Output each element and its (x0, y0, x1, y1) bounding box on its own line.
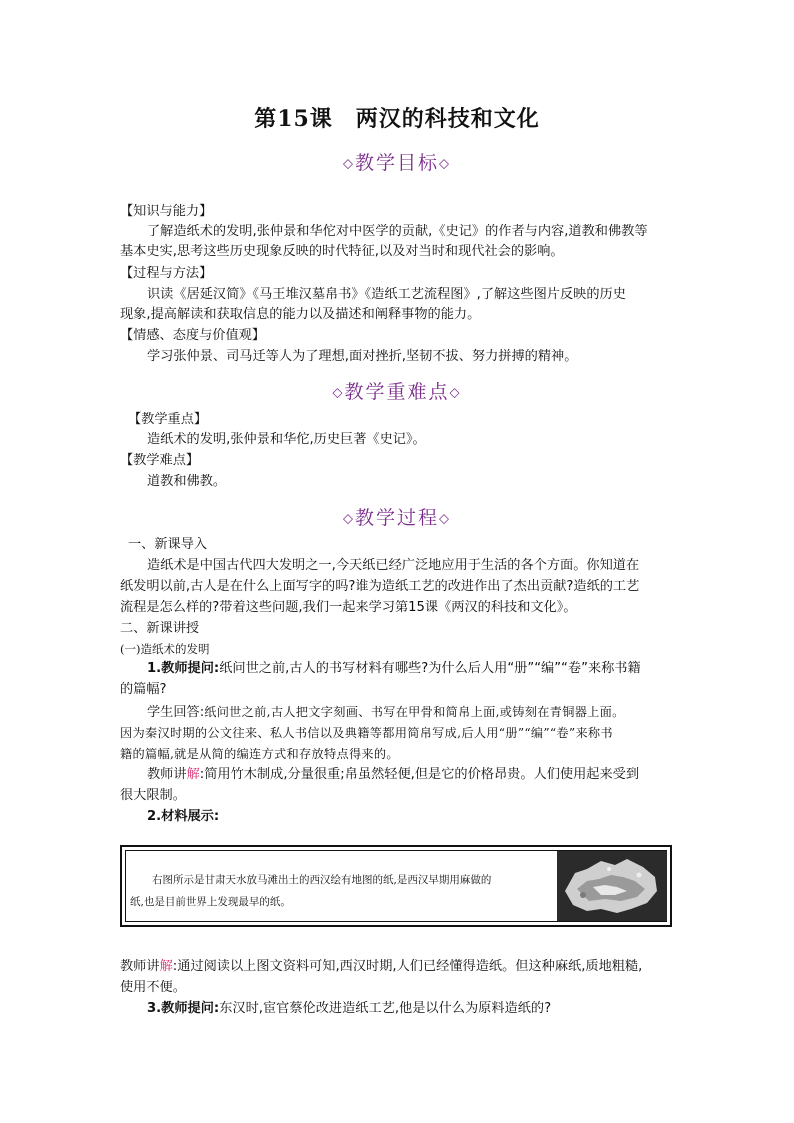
diamond-icon: ◇ (332, 385, 345, 401)
subsection-heading: (一)造纸术的发明 (120, 642, 210, 656)
teacher-explanation-1-cont: 很大限制。 (120, 788, 186, 803)
material-caption-line: 右图所示是甘肃天水放马滩出土的西汉绘有地图的纸,是西汉早期用麻做的 (152, 874, 492, 886)
teacher-question-3: 3.教师提问:东汉时,宦官蔡伦改进造纸工艺,他是以什么为原料造纸的? (147, 1001, 552, 1016)
difficulty-text: 道教和佛教。 (147, 474, 227, 489)
teacher-question-1-cont: 的篇幅? (120, 682, 167, 697)
diamond-icon: ◇ (342, 511, 355, 527)
diamond-icon: ◇ (439, 511, 451, 527)
diamond-icon: ◇ (439, 156, 451, 172)
emotion-label: 【情感、态度与价值观】 (120, 328, 266, 343)
focus-text: 造纸术的发明,张仲景和华佗,历史巨著《史记》。 (147, 432, 426, 447)
student-answer-cont: 籍的篇幅,就是从简的编连方式和存放特点得来的。 (120, 747, 399, 761)
intro-text: 纸发明以前,古人是在什么上面写字的吗?谁为造纸工艺的改进作出了杰出贡献?造纸的工艺 (120, 579, 640, 594)
student-answer: 学生回答:纸问世之前,古人把文字刻画、书写在甲骨和简帛上面,或铸刻在青铜器上面。 (147, 705, 625, 720)
intro-text: 造纸术是中国古代四大发明之一,今天纸已经广泛地应用于生活的各个方面。你知道在 (147, 558, 640, 573)
process-method-label: 【过程与方法】 (120, 266, 213, 281)
material-caption-line: 纸,也是目前世界上发现最早的纸。 (130, 896, 291, 908)
teacher-explanation-1: 教师讲解:简用竹木制成,分量很重;帛虽然轻便,但是它的价格昂贵。人们使用起来受到 (147, 767, 640, 782)
knowledge-text: 基本史实,思考这些历史现象反映的时代特征,以及对当时和现代社会的影响。 (120, 244, 564, 259)
intro-text: 流程是怎么样的?带着这些问题,我们一起来学习第15课《两汉的科技和文化》。 (120, 600, 577, 615)
section-heading-key-points: ◇教学重难点◇ (332, 381, 462, 403)
difficulty-label: 【教学难点】 (120, 453, 200, 468)
teach-heading: 二、新课讲授 (120, 621, 200, 636)
knowledge-label: 【知识与能力】 (120, 204, 213, 219)
lesson-title: 第15课 两汉的科技和文化 (254, 106, 540, 132)
paper-fragment-image (557, 851, 667, 921)
diamond-icon: ◇ (342, 156, 355, 172)
intro-heading: 一、新课导入 (128, 537, 208, 552)
diamond-icon: ◇ (449, 385, 462, 401)
knowledge-text: 了解造纸术的发明,张仲景和华佗对中医学的贡献,《史记》的作者与内容,道教和佛教等 (147, 224, 648, 239)
focus-label: 【教学重点】 (128, 412, 208, 427)
process-method-text: 现象,提高解读和获取信息的能力以及描述和阐释事物的能力。 (120, 307, 481, 322)
material-box (120, 845, 672, 927)
teacher-explanation-2-cont: 使用不便。 (120, 980, 186, 995)
section-heading-process: ◇教学过程◇ (342, 507, 451, 529)
teacher-question-1: 1.教师提问:纸问世之前,古人的书写材料有哪些?为什么后人用“册”“编”“卷”来称书籍 (147, 661, 641, 676)
student-answer-cont: 因为秦汉时期的公文往来、私人书信以及典籍等都用简帛写成,后人用“册”“编”“卷”来称书 (120, 726, 613, 740)
process-method-text: 识读《居延汉简》《马王堆汉墓帛书》《造纸工艺流程图》,了解这些图片反映的历史 (147, 287, 626, 302)
section-heading-objectives: ◇教学目标◇ (342, 152, 451, 174)
material-caption (130, 869, 550, 913)
emotion-text: 学习张仲景、司马迁等人为了理想,面对挫折,坚韧不拔、努力拼搏的精神。 (147, 349, 578, 364)
teacher-explanation-2: 教师讲解:通过阅读以上图文资料可知,西汉时期,人们已经懂得造纸。但这种麻纸,质地粗糙, (120, 959, 643, 974)
paper-map-photo (557, 851, 667, 921)
material-label: 2.材料展示: (147, 809, 220, 824)
